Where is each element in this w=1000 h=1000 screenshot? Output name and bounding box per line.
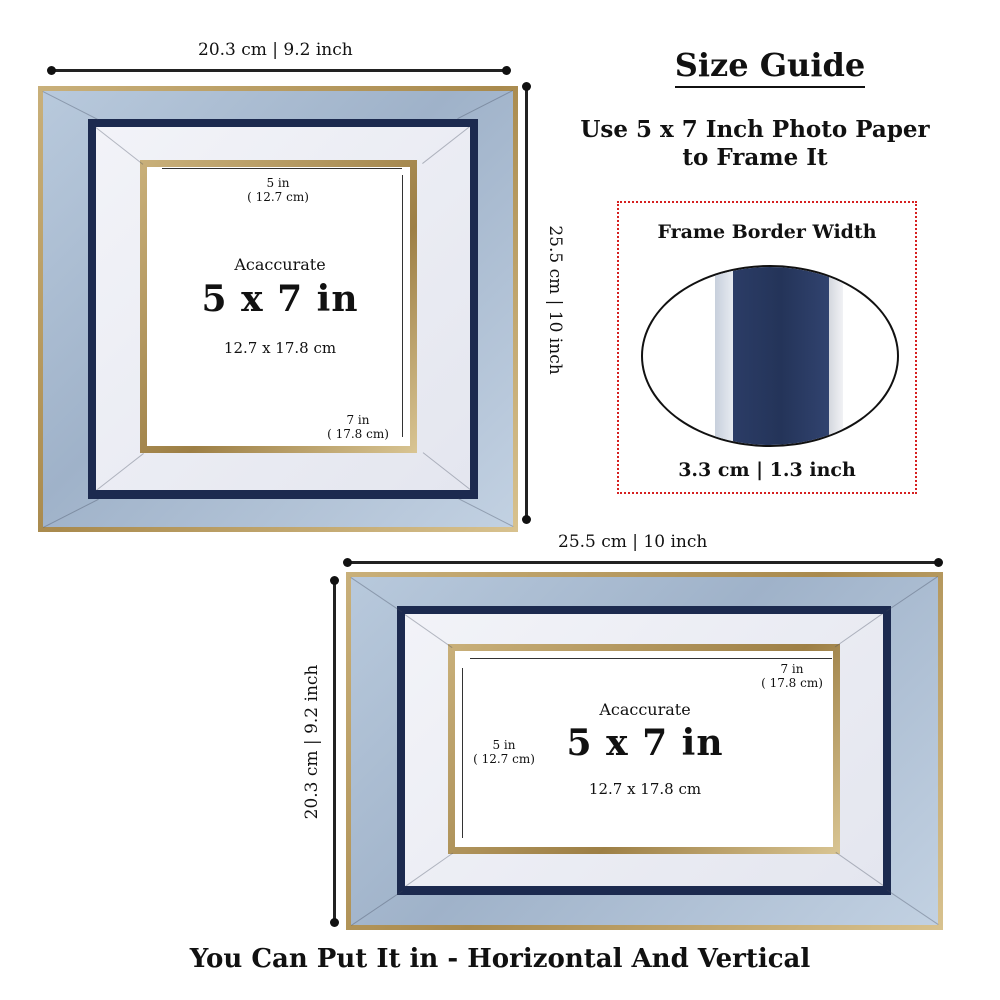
dim-endpoint	[47, 66, 56, 75]
horizontal-height-line	[333, 580, 336, 924]
dim-endpoint	[330, 576, 339, 585]
long-side-in: 7 in	[346, 413, 370, 427]
border-sample-navy	[733, 267, 829, 445]
vertical-short-side	[238, 176, 318, 204]
border-width-title: Frame Border Width	[657, 221, 877, 243]
horizontal-brand: Acaccurate	[599, 700, 691, 719]
horizontal-height-label: 20.3 cm | 9.2 inch	[302, 664, 322, 820]
border-width-value: 3.3 cm | 1.3 inch	[678, 459, 856, 481]
paper-instruction-line2: to Frame It	[682, 144, 828, 171]
inner-height-line	[462, 668, 463, 838]
paper-instruction-line1: Use 5 x 7 Inch Photo Paper	[580, 116, 930, 143]
vertical-width-label: 20.3 cm | 9.2 inch	[198, 40, 353, 60]
long-side-cm: ( 17.8 cm)	[761, 676, 823, 690]
dim-endpoint	[522, 515, 531, 524]
horizontal-size-cm: 12.7 x 17.8 cm	[588, 780, 702, 798]
dim-endpoint	[343, 558, 352, 567]
vertical-long-side	[318, 413, 398, 441]
horizontal-size: 5 x 7 in	[566, 722, 724, 764]
inner-width-line	[162, 168, 402, 169]
inner-height-line	[402, 175, 403, 437]
border-sample-circle	[641, 265, 899, 447]
dim-endpoint	[330, 918, 339, 927]
size-guide-title-text: Size Guide	[675, 46, 865, 88]
border-width-callout	[617, 201, 917, 494]
short-side-in: 5 in	[266, 176, 290, 190]
horizontal-width-line	[348, 561, 940, 564]
short-side-cm: ( 12.7 cm)	[247, 190, 309, 204]
vertical-brand: Acaccurate	[234, 255, 326, 274]
vertical-height-line	[525, 88, 528, 520]
vertical-size-cm: 12.7 x 17.8 cm	[223, 339, 337, 357]
horizontal-width-label: 25.5 cm | 10 inch	[558, 532, 708, 552]
horizontal-long-side	[750, 662, 834, 690]
vertical-width-line	[52, 69, 508, 72]
short-side-in: 5 in	[492, 738, 516, 752]
vertical-height-label: 25.5 cm | 10 inch	[545, 225, 565, 375]
long-side-cm: ( 17.8 cm)	[327, 427, 389, 441]
dim-endpoint	[522, 82, 531, 91]
vertical-size: 5 x 7 in	[201, 278, 359, 320]
short-side-cm: ( 12.7 cm)	[473, 752, 535, 766]
paper-instruction	[540, 116, 970, 172]
dim-endpoint	[502, 66, 511, 75]
size-guide-title	[600, 46, 940, 84]
inner-width-line	[470, 658, 832, 659]
long-side-in: 7 in	[780, 662, 804, 676]
dim-endpoint	[934, 558, 943, 567]
orientation-footer: You Can Put It in - Horizontal And Vertical	[189, 944, 811, 974]
